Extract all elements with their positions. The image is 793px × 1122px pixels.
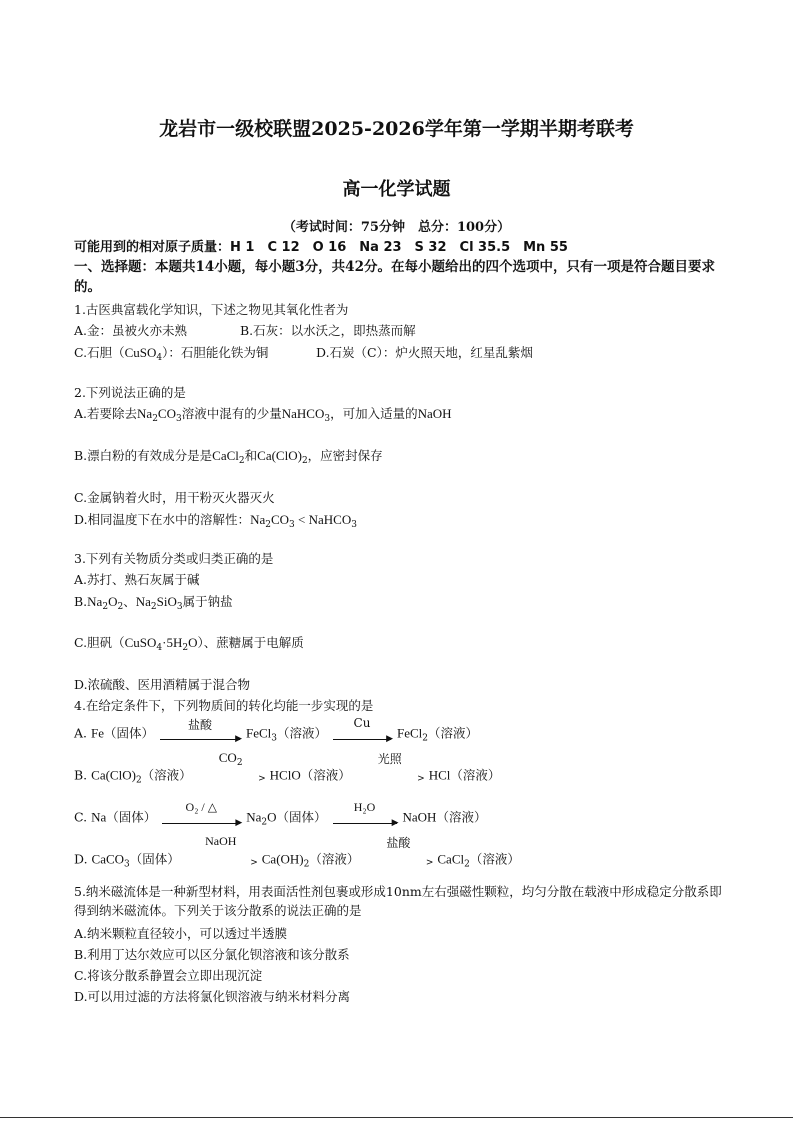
q3-b-f1b-sub: 2 — [117, 602, 124, 612]
q4-option-d — [74, 834, 520, 872]
q4-a-arrow1-label: 盐酸 — [187, 718, 212, 732]
q1-option-b: B.石灰：以水沃之，即热蒸而解 — [240, 323, 416, 338]
q2-a-f2-sub: 3 — [324, 414, 331, 424]
q2-d-f1b-sub: 3 — [289, 520, 295, 530]
q4-c-arrow-1: O₂ / △ ▶ — [162, 806, 240, 830]
q4-c-state2: （固体） — [276, 809, 327, 825]
q2-a-f3: NaOH — [417, 406, 452, 421]
q2-d-operator: < — [294, 512, 309, 527]
q4-c-state3: （溶液） — [436, 809, 487, 825]
q4-a-state1: （固体） — [104, 725, 155, 741]
q4-d-state3: （溶液） — [469, 851, 520, 867]
q4-b-prefix: B. — [74, 767, 88, 783]
q4-d-state2: （溶液） — [309, 851, 360, 867]
q1-option-c — [74, 343, 268, 363]
q2-b-f2-sub: 2 — [301, 456, 308, 466]
question-5-stem: 5.纳米磁流体是一种新型材料，用表面活性剂包裹或形成10nm左右强磁性颗粒，均匀分散在载液中形成稳定分散系即得到纳米磁流体。下列关于该分散系的说法正确的是 — [74, 884, 722, 918]
q4-b-s2: HClO — [269, 767, 301, 783]
q3-c-f2: ·5H — [162, 635, 183, 650]
q2-b-f1-sub: 2 — [238, 456, 245, 466]
question-3-stem: 3.下列有关物质分类或归类正确的是 — [74, 551, 274, 566]
q3-b-f1: Na — [87, 594, 103, 609]
q4-c-s3: NaOH — [402, 809, 437, 825]
q4-d-s3-sub: 2 — [464, 859, 470, 870]
q4-c-arrow1-label: O₂ / △ — [185, 800, 217, 814]
q2-d-f2: NaHCO — [308, 512, 352, 527]
q2-d-f2-sub: 3 — [351, 520, 357, 530]
q1-c-sub: 4 — [156, 353, 163, 363]
q1-c-formula: CuSO — [124, 345, 157, 360]
q2-a-f1b: CO — [157, 406, 176, 421]
q4-d-arrow-1: NaOH > — [186, 848, 256, 872]
q3-c-f: CuSO — [124, 635, 157, 650]
q4-b-arrow-2: 光照 > — [357, 764, 423, 788]
q4-d-s1-sub: 3 — [124, 859, 130, 870]
q2-b-f2: Ca(ClO) — [257, 448, 302, 463]
q2-d-f1: Na — [250, 512, 266, 527]
q4-b-s1-sub: 2 — [135, 775, 142, 786]
page-bottom-rule — [0, 1117, 793, 1118]
q3-b-f1b: O — [108, 594, 118, 609]
q4-a-s2-sub: 3 — [271, 733, 278, 744]
q4-a-arrow-1: 盐酸 ▶ — [160, 722, 240, 746]
q5-option-c: C.将该分散系静置会立即出现沉淀 — [74, 968, 263, 983]
q2-a-f2: NaHCO — [281, 406, 325, 421]
q3-option-b — [74, 592, 233, 612]
q4-a-state2: （溶液） — [277, 725, 328, 741]
q4-d-arrow2-label: 盐酸 — [386, 836, 411, 850]
q4-a-s2: FeCl — [245, 725, 272, 741]
q2-option-a — [74, 404, 452, 424]
q2-b-suffix: ，应密封保存 — [307, 448, 383, 463]
q2-b-f1: CaCl — [212, 448, 239, 463]
q1-option-a: A.金：虽被火亦未熟 — [74, 323, 188, 338]
q4-d-arrow1-label: NaOH — [205, 834, 237, 848]
q4-c-s2: Na — [246, 809, 262, 825]
question-2-stem: 2.下列说法正确的是 — [74, 385, 186, 400]
q2-a-f1: Na — [137, 406, 153, 421]
q2-a-prefix: A.若要除去 — [74, 406, 138, 421]
q4-c-s2-sub: 2 — [261, 817, 268, 828]
q2-d-f1b: CO — [270, 512, 290, 527]
q2-a-mid2: ，可加入适量的 — [330, 406, 418, 421]
q4-a-s3: FeCl — [397, 725, 423, 741]
q4-a-arrow2-label: Cu — [353, 716, 371, 730]
q1-c-prefix: C.石胆（ — [74, 345, 125, 360]
q4-c-prefix: C. — [74, 809, 88, 825]
q3-b-suffix: 属于钠盐 — [182, 594, 233, 609]
q2-a-mid: 溶液中混有的少量 — [181, 406, 282, 421]
q4-a-s3-sub: 2 — [422, 733, 429, 744]
q3-c-prefix: C.胆矾（ — [74, 635, 125, 650]
q1-c-suffix: ）：石胆能化铁为铜 — [162, 345, 269, 360]
atomic-masses: 可能用到的相对原子质量：H 1 C 12 O 16 Na 23 S 32 Cl 35.5 Mn 55 — [74, 240, 568, 255]
q4-b-arrow-1: $CO_2$ > — [218, 750, 266, 784]
q3-c-f2-sub: 2 — [182, 643, 189, 653]
q4-d-s2: Ca(OH) — [261, 851, 304, 867]
q4-d-s3: CaCl — [437, 851, 465, 867]
q4-b-s3: HCl — [428, 767, 451, 783]
q3-b-f1-sub: 2 — [102, 602, 109, 612]
page-title: 龙岩市一级校联盟2025-2026学年第一学期半期考联考 — [159, 118, 634, 140]
q2-b-mid: 和 — [244, 448, 258, 463]
q2-d-prefix: D.相同温度下在水中的溶解性： — [74, 512, 251, 527]
q3-b-f2: Na — [135, 594, 151, 609]
q4-option-b — [74, 750, 501, 788]
page-subtitle: 高一化学试题 — [342, 179, 451, 200]
q4-c-s2b: O — [267, 809, 277, 825]
q2-option-d — [74, 510, 357, 530]
q3-b-prefix: B. — [74, 594, 88, 609]
q5-option-d: D.可以用过滤的方法将氯化钡溶液与纳米材料分离 — [74, 989, 351, 1004]
question-1-stem: 1.古医典富载化学知识，下述之物见其氧化性者为 — [74, 302, 349, 317]
q4-b-arrow2-label: 光照 — [377, 752, 402, 766]
q2-d-f1-sub: 2 — [265, 520, 271, 530]
q4-d-s1: CaCO — [91, 851, 125, 867]
q4-c-arrow2-label: H₂O — [353, 800, 376, 814]
q4-a-prefix: A. — [74, 725, 88, 741]
q4-d-prefix: D. — [74, 851, 88, 867]
q4-b-state1: （溶液） — [141, 767, 192, 783]
q4-d-s2-sub: 2 — [303, 859, 310, 870]
q4-c-s1: Na — [91, 809, 107, 825]
q4-b-state3: （溶液） — [450, 767, 501, 783]
q4-b-arrow1-sub: 2 — [236, 758, 243, 768]
q3-b-f2b-sub: 3 — [176, 602, 183, 612]
q4-c-arrow-2: H₂O ▶ — [333, 806, 397, 830]
q5-option-b: B.利用丁达尔效应可以区分氯化钡溶液和该分散系 — [74, 947, 350, 962]
q2-a-f1-sub: 2 — [152, 414, 158, 424]
q2-b-prefix: B.漂白粉的有效成分是是 — [74, 448, 213, 463]
q4-d-state1: （固体） — [129, 851, 180, 867]
q3-b-sep: 、 — [123, 594, 136, 609]
q2-option-b — [74, 446, 383, 466]
q4-b-state2: （溶液） — [300, 767, 351, 783]
q3-option-d: D.浓硫酸、医用酒精属于混合物 — [74, 677, 251, 692]
q2-a-f1b-sub: 3 — [175, 414, 182, 424]
q4-a-state3: （溶液） — [428, 725, 479, 741]
q3-b-f2b: SiO — [156, 594, 177, 609]
question-4-stem: 4.在给定条件下，下列物质间的转化均能一步实现的是 — [74, 698, 374, 713]
q1-option-d: D.石炭（C）：炉火照天地，红星乱紫烟 — [316, 345, 533, 360]
q3-c-suffix: ）、蔗糖属于电解质 — [197, 635, 304, 650]
q3-option-c — [74, 633, 304, 653]
q4-option-a — [74, 716, 479, 746]
section-heading: 一、选择题：本题共14小题，每小题3分，共42分。在每小题给出的四个选项中，只有一项是符合题目要求的。 — [74, 259, 715, 295]
q3-option-a: A.苏打、熟石灰属于碱 — [74, 572, 200, 587]
q3-c-f-sub: 4 — [156, 643, 163, 653]
q4-a-arrow-2: Cu ▶ — [333, 722, 391, 746]
q4-b-arrow1-label: CO — [218, 750, 237, 765]
q3-b-f2-sub: 2 — [150, 602, 157, 612]
q4-a-s1: Fe — [91, 725, 104, 741]
q4-c-state1: （固体） — [106, 809, 157, 825]
q4-d-arrow-2: 盐酸 > — [365, 848, 431, 872]
q5-option-a: A.纳米颗粒直径较小，可以透过半透膜 — [74, 926, 288, 941]
exam-info: （考试时间：75分钟 总分：100分） — [282, 220, 511, 235]
q2-option-c: C.金属钠着火时，用干粉灭火器灭火 — [74, 490, 275, 505]
q3-c-f3: O — [188, 635, 198, 650]
q4-option-c — [74, 800, 487, 830]
q4-b-s1: Ca(ClO) — [91, 767, 136, 783]
